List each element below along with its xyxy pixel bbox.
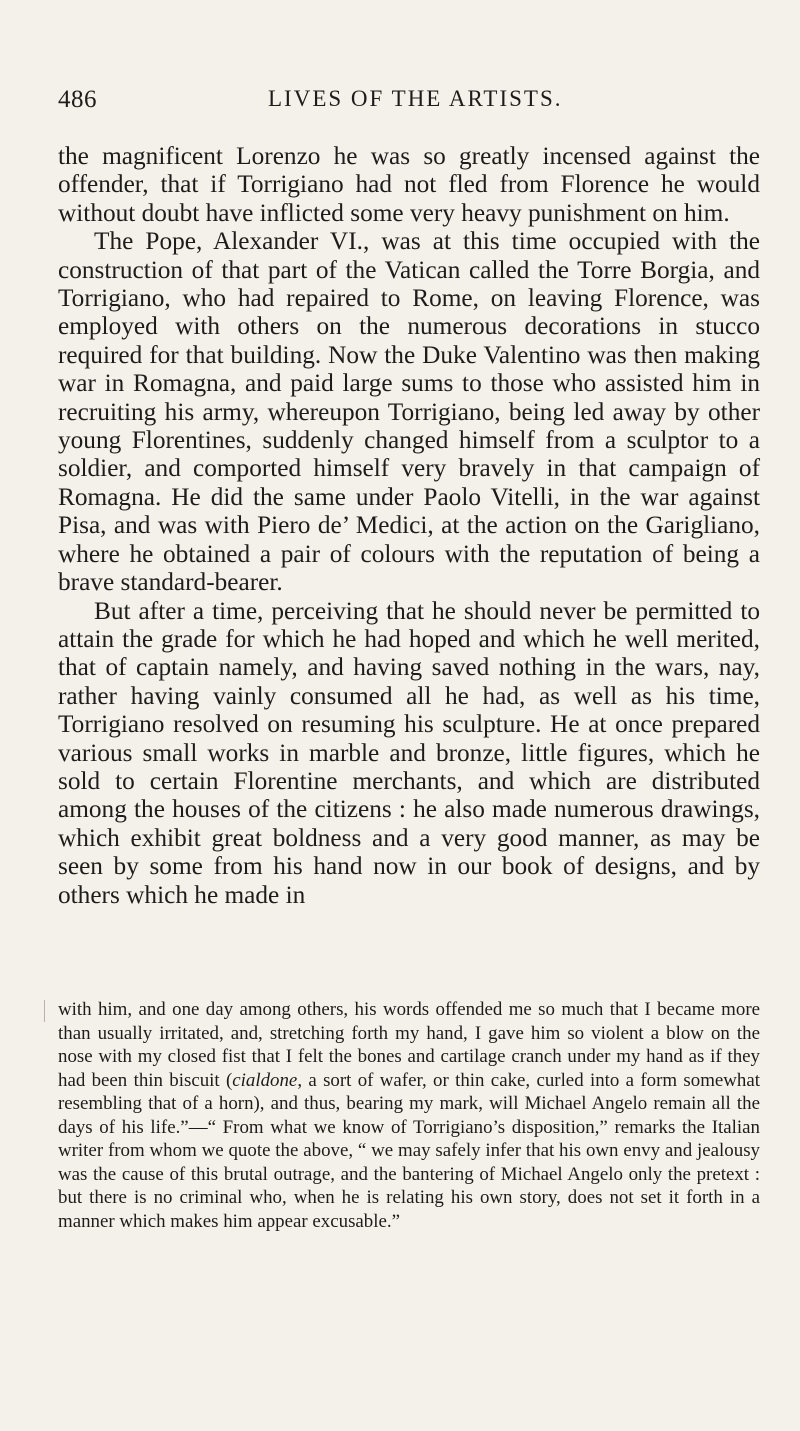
page-number: 486 xyxy=(58,86,97,113)
running-title: LIVES OF THE ARTISTS. xyxy=(268,86,563,111)
page-header xyxy=(58,86,742,126)
paragraph: But after a time, perceiving that he should never be permitted to attain the grade for which he had hoped and which he well merited, that of captain namely, and having saved nothing in the wars, nay, rather having vainly consumed all he had, as well as his time, Torrigiano resolved on resuming his sculpture. He at once prepared various small works in marble and bronze, little figures, which he sold to certain Florentine merchants, and which are distributed among the houses of the citizens : he also made numerous drawings, which exhibit great boldness and a very good manner, as may be seen by some from his hand now in our book of designs, and by others which he made in xyxy=(58,596,760,909)
main-text xyxy=(58,142,760,909)
paragraph: The Pope, Alexander VI., was at this time occupied with the construction of that part of the Vatican called the Torre Borgia, and Torrigiano, who had repaired to Rome, on leaving Florence, was employed with others on the numerous decorations in stucco required for that building. Now the Duke Valentino was then making war in Romagna, and paid large sums to those who assisted him in recruiting his army, whereupon Torrigiano, being led away by other young Florentines, suddenly changed himself from a sculptor to a soldier, and comported himself very bravely in that campaign of Romagna. He did the same under Paolo Vitelli, in the war against Pisa, and was with Piero de’ Medici, at the action on the Garigliano, where he obtained a pair of colours with the reputation of being a brave standard-bearer. xyxy=(58,227,760,597)
margin-mark xyxy=(44,1000,45,1022)
footnote-text-continued: , a sort of wafer, or thin cake, curled into a form somewhat resembling that of a horn), and thus, bearing my mark, will Michael Angelo remain all the days of his life.”—“ From what we know of Torrigiano’s disposition,” remarks the Italian writer from whom we quote the above, “ we may safely infer that his own envy and jealousy was the cause of this brutal outrage, and the bantering of Michael Angelo only the pretext : but there is no criminal who, when he is relating his own story, does not set it forth in a manner which makes him appear excusable.” xyxy=(58,1069,760,1232)
footnote-text: with him, and one day among others, his words offended me so much that I became more than usually irritated, and, stretching forth my hand, I gave him so violent a blow on the nose with my closed fist that I felt the bones and cartilage cranch under my hand as if they had been thin biscuit ( xyxy=(58,999,760,1091)
paragraph: the magnificent Lorenzo he was so greatly incensed against the offender, that if Torrigiano had not fled from Florence he would without doubt have inflicted some very heavy punishment on him. xyxy=(58,142,760,227)
footnote xyxy=(58,998,760,1233)
footnote-italic-term: cialdone xyxy=(232,1069,298,1091)
